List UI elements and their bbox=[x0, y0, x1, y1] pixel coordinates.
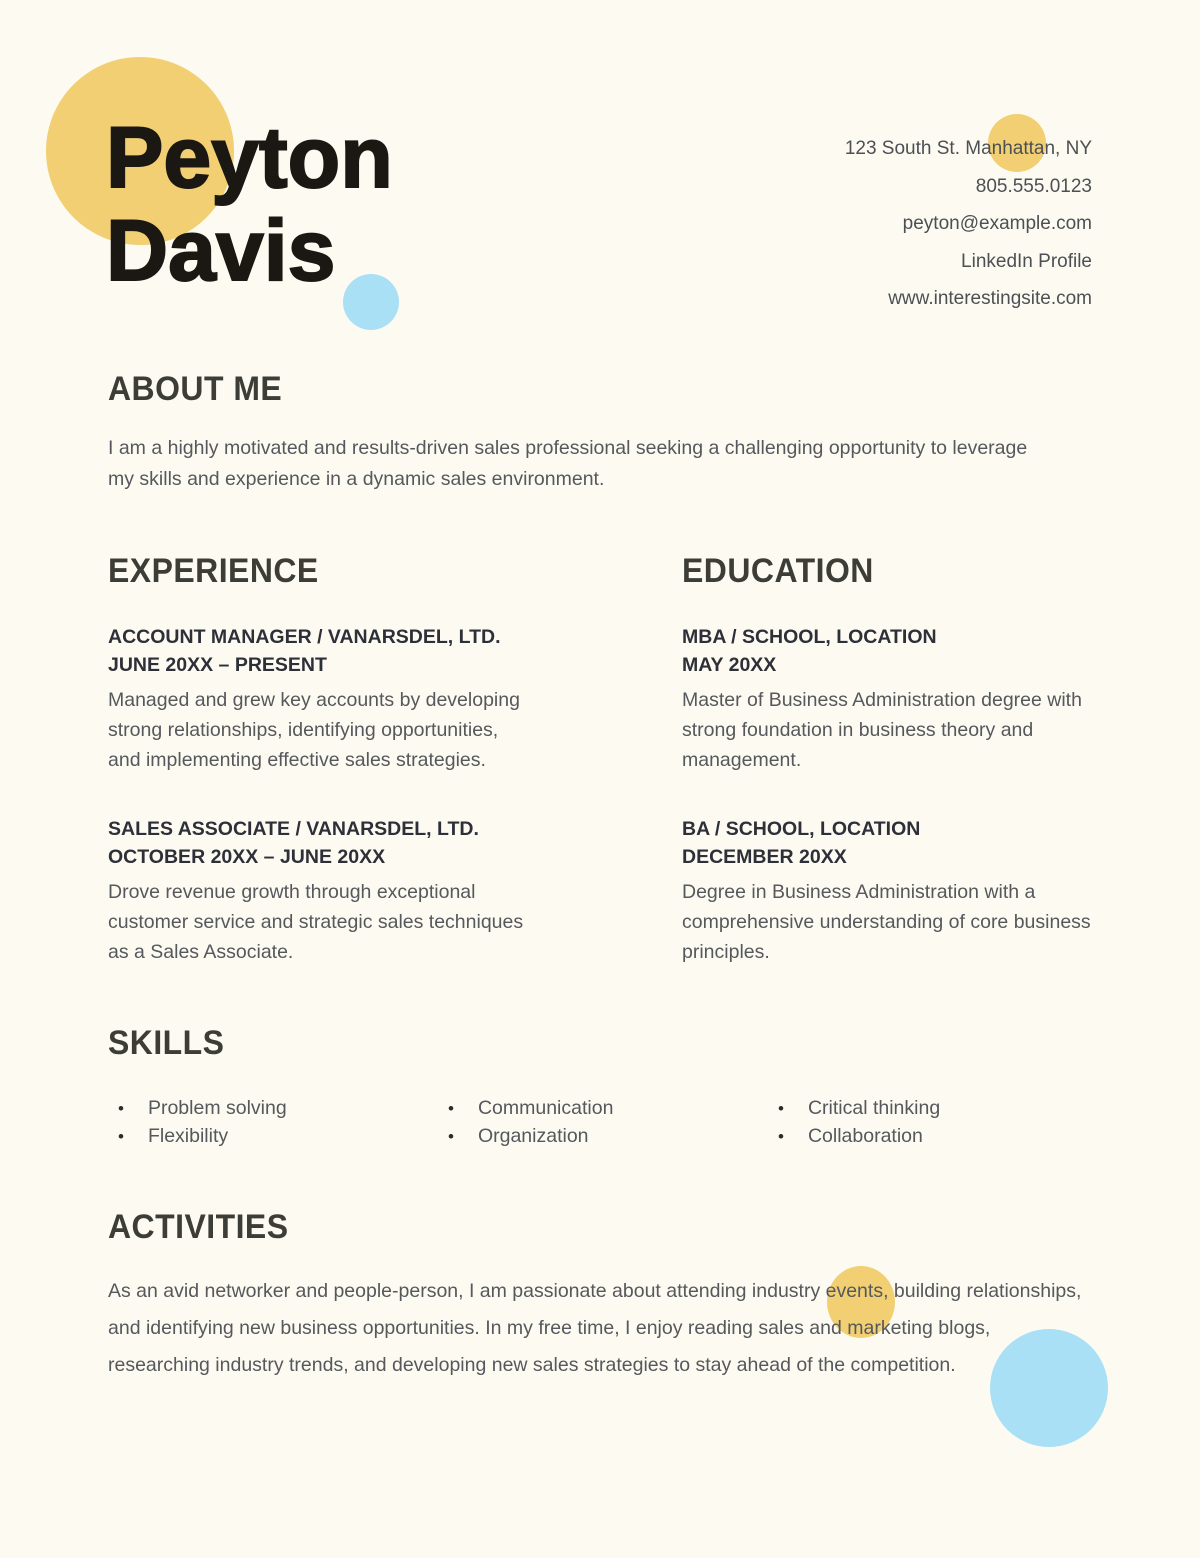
section-experience bbox=[108, 552, 528, 967]
skill-item bbox=[108, 1123, 438, 1150]
experience-entry-description: Managed and grew key accounts by developing strong relationships, identifying opportunities, and implementing effective sales strategies. bbox=[108, 689, 520, 771]
bullet-icon: • bbox=[778, 1099, 784, 1118]
skill-item bbox=[768, 1123, 1092, 1150]
contact-phone: 805.555.0123 bbox=[975, 175, 1092, 197]
bullet-icon: • bbox=[448, 1127, 454, 1146]
contact-block bbox=[845, 130, 1092, 318]
experience-entry-description: Drove revenue growth through exceptional customer service and strategic sales techniques as a Sales Associate. bbox=[108, 881, 524, 963]
skill-label: Communication bbox=[477, 1097, 614, 1119]
skills-heading: SKILLS bbox=[108, 1024, 225, 1062]
contact-address: 123 South St. Manhattan, NY bbox=[844, 138, 1092, 159]
skill-label: Organization bbox=[477, 1125, 589, 1147]
skill-label: Critical thinking bbox=[807, 1097, 941, 1119]
skill-item bbox=[438, 1095, 768, 1122]
experience-entry-title: SALES ASSOCIATE / VANARSDEL, LTD. bbox=[108, 818, 479, 840]
education-entry-title: MBA / SCHOOL, LOCATION bbox=[682, 626, 937, 648]
section-education bbox=[682, 552, 1094, 967]
education-entry bbox=[682, 815, 1094, 967]
contact-website-link[interactable]: www.interestingsite.com bbox=[888, 288, 1092, 309]
candidate-first-name: Peyton bbox=[106, 110, 393, 206]
section-about bbox=[108, 370, 1092, 495]
activities-text: As an avid networker and people-person, I am passionate about attending industry events, building relationships, and identifying new business opportunities. In my free time, I enjoy reading sales and marketing blogs, researching industry trends, and developing new sales strategies to stay ahead of the competition. bbox=[108, 1280, 1082, 1376]
education-entry bbox=[682, 623, 1094, 775]
bullet-icon: • bbox=[118, 1127, 124, 1146]
about-heading: ABOUT ME bbox=[108, 370, 283, 408]
section-activities bbox=[108, 1208, 1092, 1384]
experience-heading: EXPERIENCE bbox=[108, 552, 319, 590]
bullet-icon: • bbox=[118, 1099, 124, 1118]
education-entry-dates: DECEMBER 20XX bbox=[682, 846, 847, 868]
about-text: I am a highly motivated and results-driven sales professional seeking a challenging opportunity to leverage my skills and experience in a dynamic sales environment. bbox=[108, 437, 1028, 490]
education-heading: EDUCATION bbox=[682, 552, 874, 590]
experience-entry-dates: JUNE 20XX – PRESENT bbox=[108, 654, 327, 676]
candidate-name bbox=[106, 112, 393, 298]
skill-item bbox=[438, 1123, 768, 1150]
section-skills bbox=[108, 1024, 1092, 1150]
skill-label: Collaboration bbox=[807, 1125, 923, 1147]
skill-item bbox=[108, 1095, 438, 1122]
activities-heading: ACTIVITIES bbox=[108, 1208, 289, 1246]
education-entry-dates: MAY 20XX bbox=[682, 654, 777, 676]
experience-entry-title: ACCOUNT MANAGER / VANARSDEL, LTD. bbox=[108, 626, 501, 648]
bullet-icon: • bbox=[778, 1127, 784, 1146]
skill-label: Problem solving bbox=[147, 1097, 287, 1119]
education-entry-description: Degree in Business Administration with a comprehensive understanding of core business principles. bbox=[682, 881, 1091, 963]
experience-entry bbox=[108, 815, 528, 967]
bullet-icon: • bbox=[448, 1099, 454, 1118]
skills-list bbox=[108, 1095, 1092, 1150]
contact-email[interactable]: peyton@example.com bbox=[902, 213, 1092, 234]
contact-linkedin-link[interactable]: LinkedIn Profile bbox=[961, 250, 1092, 272]
skill-label: Flexibility bbox=[147, 1125, 229, 1147]
education-entry-title: BA / SCHOOL, LOCATION bbox=[682, 818, 921, 840]
candidate-last-name: Davis bbox=[106, 203, 336, 299]
skill-item bbox=[768, 1095, 1092, 1122]
education-entry-description: Master of Business Administration degree with strong foundation in business theory and management. bbox=[682, 689, 1082, 771]
experience-entry bbox=[108, 623, 528, 775]
experience-entry-dates: OCTOBER 20XX – JUNE 20XX bbox=[108, 846, 386, 868]
